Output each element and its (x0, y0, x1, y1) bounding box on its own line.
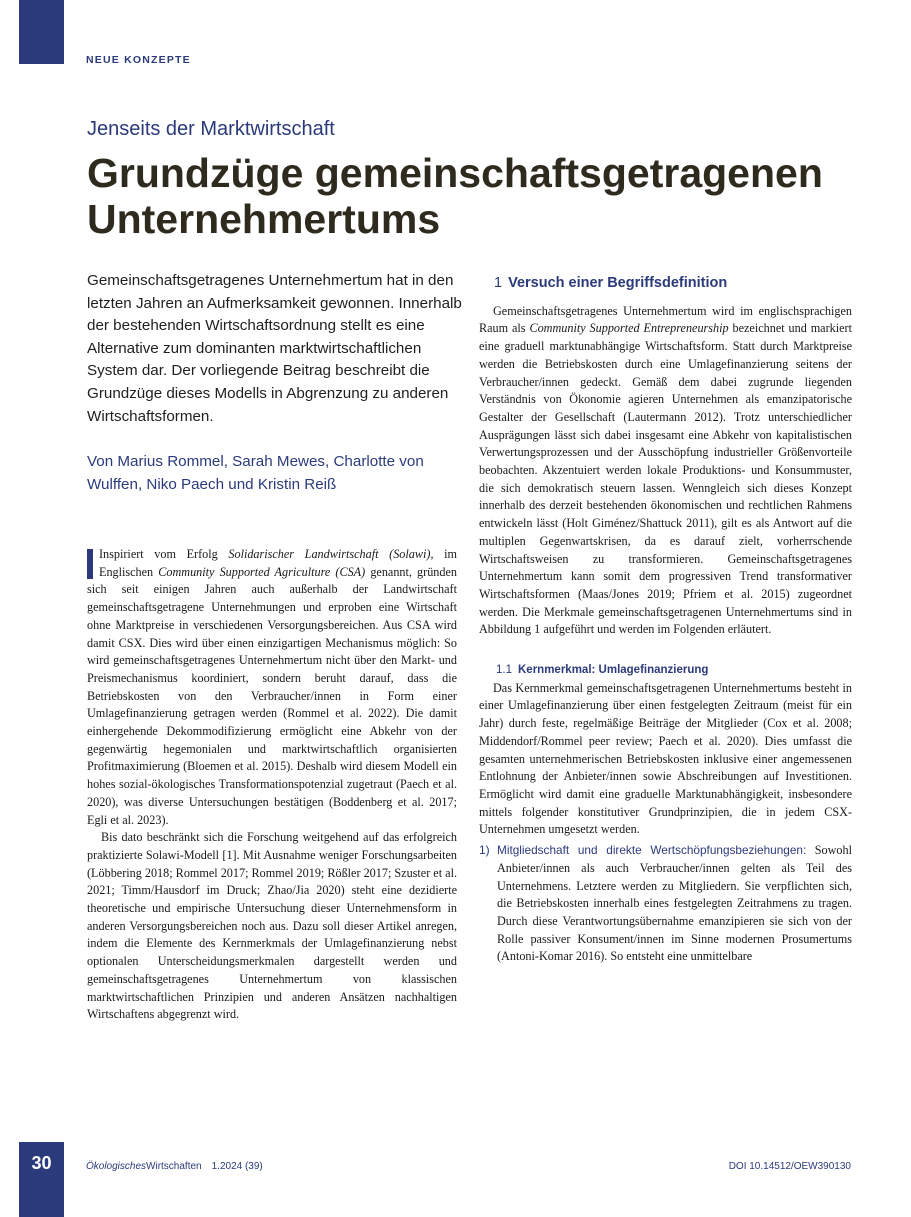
left-column (87, 546, 457, 1024)
journal-name: Wirtschaften (146, 1161, 202, 1172)
article-title: Grundzüge gemeinschaftsgetragenen Unternehmertums (87, 150, 823, 242)
list-item (479, 842, 852, 966)
page-number: 30 (31, 1153, 52, 1173)
list-marker: 1) (479, 843, 490, 858)
right-column (479, 275, 852, 966)
doi-footer: DOI 10.14512/OEW390130 (728, 1161, 851, 1172)
journal-issue: 1.2024 (39) (211, 1161, 263, 1172)
journal-name-italic: Ökologisches (86, 1161, 147, 1172)
section-label: NEUE KONZEPTE (86, 54, 191, 66)
list-item-heading: Mitgliedschaft und direkte Wertschöpfungsbeziehungen: (497, 843, 807, 858)
body-paragraph: Gemeinschaftsgetragenes Unternehmertum wird im englischsprachigen Raum als Community Supported Entrepreneurship bezeichnet und markiert eine graduell marktunabhängige Wirtschaftsform. Statt durch Marktpreise werden die Betriebskosten durch eine Umlagefinanzierung seitens der Verbraucher/innen gedeckt. Gemäß dem dabei zugrunde liegenden Verständnis von Ökonomie agieren Unternehmen als emanzipatorische Gestalter der Gesellschaft (Lautermann 2012). Trotz unterschiedlicher Ausprägungen lässt sich dabei insgesamt eine Abkehr von kapitalistischen Verwertungsprozessen und der Ausschöpfung industrieller Größenvorteile beobachten. Akzentuiert werden lokale Produktions- und Konsummuster, die sich demokratisch steuern lassen. Wenngleich sich dieses Konzept innerhalb des derzeit bestehenden ökonomischen und rechtlichen Rahmens entwickeln lässt (Holt Giménez/Shattuck 2011), gilt es als Antwort auf die multiplen Gegenwartskrisen, da es darauf zielt, vorherrschende Wirtschaftsweisen zu transformieren. Gemeinschaftsgetragenes Unternehmertum kann somit dem progressiven Trend transformativer Wirtschaftsformen (Maas/Jones 2019; Pfriem et al. 2015) zugeordnet werden. Die Merkmale gemeinschaftsgetragenen Unternehmertums sind in Abbildung 1 aufgeführt und werden im Folgenden erläutert. (479, 303, 852, 637)
article-kicker: Jenseits der Marktwirtschaft (87, 118, 335, 140)
body-paragraph: Inspiriert vom Erfolg Solidarischer Landwirtschaft (Solawi), im Englischen Community Supported Agriculture (CSA) genannt, gründen sich seit einigen Jahren auch außerhalb der Landwirtschaft gemeinschaftsgetragene Unternehmungen und erproben eine Wirtschaft ohne Marktpreise in verschiedenen Versorgungsbereichen. Aus CSA wird damit CSX. Dies wird über einen einzigartigen Mechanismus möglich: So wird gemeinschaftsgetragenes Unternehmertum nicht über den Markt- und Preismechanismus koordiniert, sondern beruht darauf, dass die Betriebskosten von den Verbraucher/innen in Form einer Umlagefinanzierung getragen werden (Rommel et al. 2022). Die damit einhergehende Dekommodifizierung ermöglicht eine Abkehr von der gegenwärtig hegemonialen und marktwirtschaftlich organisierten Profitmaximierung (Bloemen et al. 2015). Deshalb wird diesem Modell ein hohes sozial-ökologisches Transformationspotenzial zugetraut (Paech et al. 2020), was diverse Untersuchungen bestätigen (Boddenberg et al. 2017; Egli et al. 2023). (87, 547, 457, 827)
article-authors: Von Marius Rommel, Sarah Mewes, Charlotte von Wulffen, Niko Paech und Kristin Reiß (87, 453, 424, 493)
article-lead: Gemeinschaftsgetragenes Unternehmertum hat in den letzten Jahren an Aufmerksamkeit gewonnen. Innerhalb der bestehenden Wirtschaftsordnung stellt es eine Alternative zum dominanten marktwirtschaftlichen System dar. Der vorliegende Beitrag beschreibt die Grundzüge dieses Modells in Abgrenzung zu anderen Wirtschaftsformen. (87, 272, 462, 425)
subsection-heading: 1.1 Kernmerkmal: Umlagefinanzierung (496, 664, 709, 677)
dropcap-bar (87, 549, 93, 579)
top-color-tab (19, 0, 64, 64)
section-heading: 1 Versuch einer Begriffsdefinition (494, 275, 728, 291)
list-item-text: Sowohl Anbieter/innen als auch Verbraucher/innen gelten als Teil des Unternehmens. Letztere werden zu Mitgliedern. Sie verpflichten sich, die Betriebskosten innerhalb eines festgelegten Zeitrahmens zu tragen. Durch diese Verantwortungsübernahme emanzipieren sie sich von der Rolle passiver Konsument/innen im Sinne modernen Prosumertums (Antoni-Komar 2016). So entsteht eine unmittelbare (497, 843, 853, 964)
journal-footer (86, 1161, 263, 1172)
body-paragraph: Das Kernmerkmal gemeinschaftsgetragenen Unternehmertums besteht in einer Umlagefinanzierung über einen festgelegten Zeitraum (meist für ein Jahr) durch feste, regelmäßige Beiträge der Mitglieder (Cox et al. 2008; Middendorf/Rommel peer review; Paech et al. 2020). Dies umfasst die gesamten unternehmerischen Betriebskosten inklusive einer angemessenen Entlohnung der Anbieter/innen sowie Abschreibungen auf Investitionen. Ermöglicht wird damit eine graduelle Marktunabhängigkeit, insbesondere mittels folgender konstitutiver Grundprinzipien, die in jedem CSX-Unternehmen umgesetzt werden. (479, 680, 852, 837)
body-paragraph: Bis dato beschränkt sich die Forschung weitgehend auf das erfolgreich praktizierte Solawi-Modell [1]. Mit Ausnahme weniger Forschungsarbeiten (Löbbering 2018; Rommel 2017; Rommel 2019; Rößler 2017; Szuster et al. 2021; Timm/Hausdorf im Druck; Zhao/Jia 2020) steht eine dezidierte theoretische und empirische Untersuchung dieser Unternehmensform in anderen Versorgungsbereichen noch aus. Dazu soll dieser Artikel anregen, indem die Elemente des Kernmerkmals der Umlagefinanzierung nebst optionalen Unterscheidungsmerkmalen dargestellt werden und gemeinschaftsgetragenes Unternehmertum von klassischen marktwirtschaftlichen Prinzipien und anderen Ansätzen nachhaltigen Wirtschaftens abgegrenzt wird. (87, 830, 457, 1022)
